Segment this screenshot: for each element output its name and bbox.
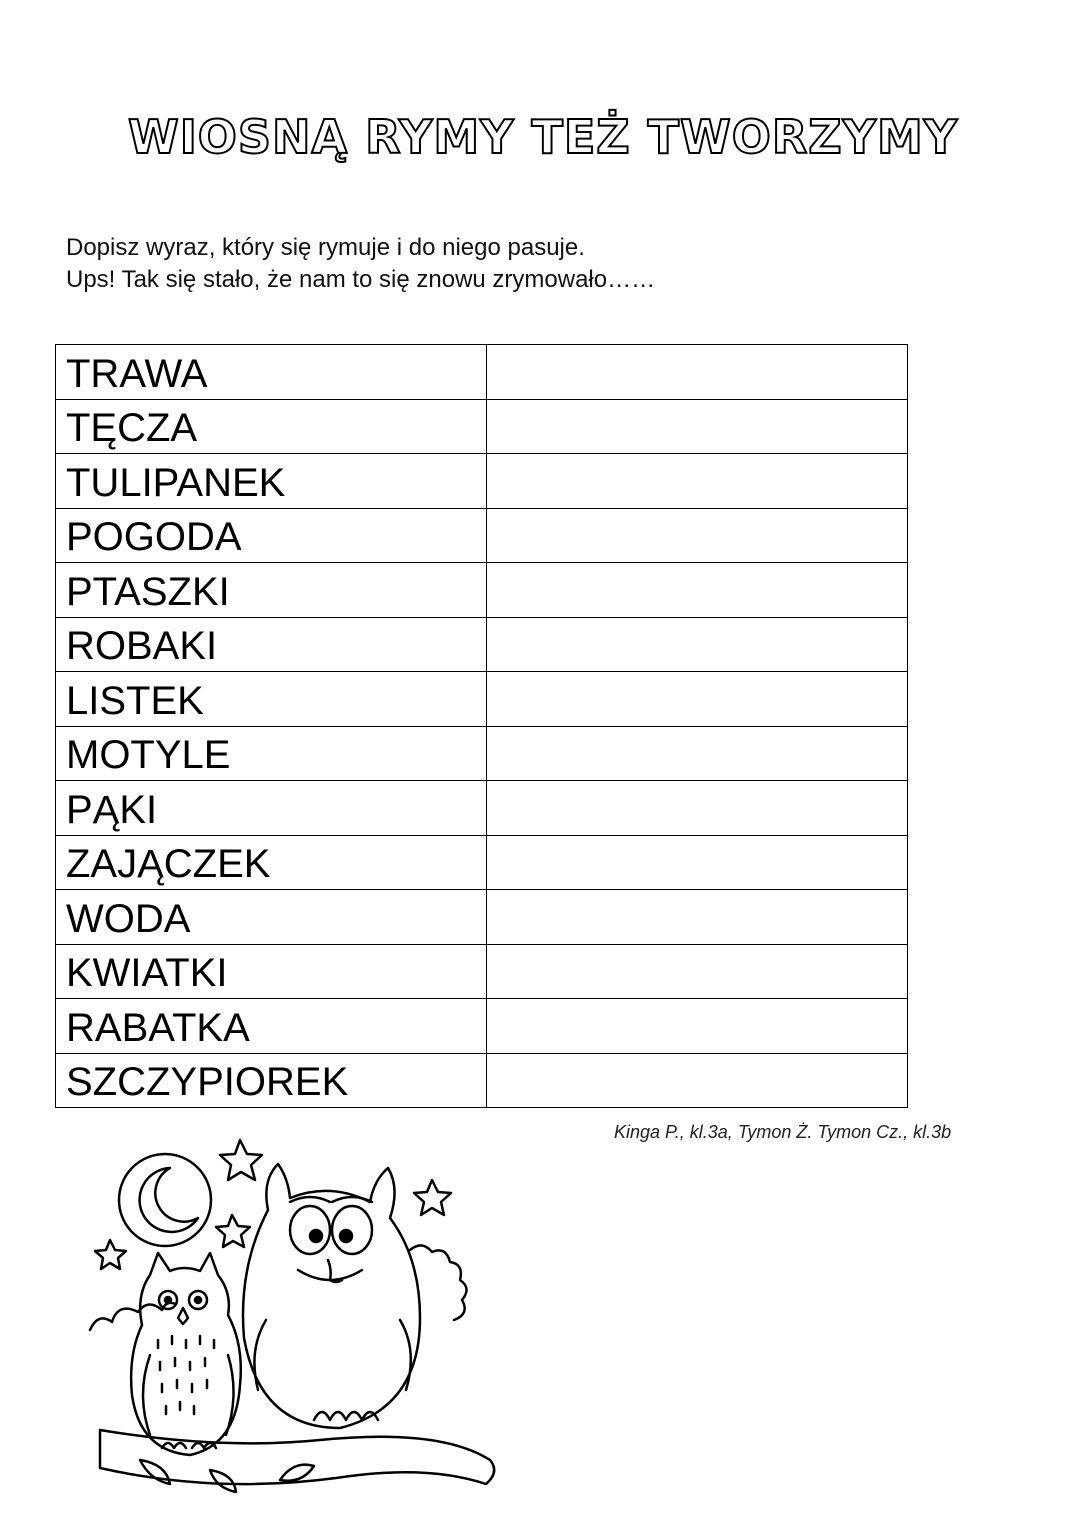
answer-cell[interactable] [487,1053,908,1108]
word-cell: POGODA [56,508,487,563]
big-owl-icon [243,1164,420,1428]
word-cell: ROBAKI [56,617,487,672]
instructions [66,232,655,296]
table-row [56,508,908,563]
table-row [56,999,908,1054]
table-row [56,726,908,781]
table-row [56,781,908,836]
word-cell: KWIATKI [56,944,487,999]
answer-cell[interactable] [487,672,908,727]
answer-cell[interactable] [487,944,908,999]
answer-cell[interactable] [487,345,908,400]
star-icon [220,1140,262,1180]
table-row [56,835,908,890]
page-title: WIOSNĄ RYMY TEŻ TWORZYMY [127,110,959,164]
crescent-moon-icon [140,1168,198,1232]
table-row [56,617,908,672]
rhyme-table [55,344,908,1108]
answer-cell[interactable] [487,563,908,618]
leaf-icon [140,1460,314,1492]
instruction-line-2: Ups! Tak się stało, że nam to się znowu zrymowało…… [66,266,656,293]
credits: Kinga P., kl.3a, Tymon Ż. Tymon Cz., kl.3b [614,1122,952,1142]
answer-cell[interactable] [487,454,908,509]
word-cell: WODA [56,890,487,945]
instruction-line-1: Dopisz wyraz, który się rymuje i do niego pasuje. [66,234,585,261]
table-row [56,399,908,454]
word-cell: TRAWA [56,345,487,400]
word-cell: TĘCZA [56,399,487,454]
table-row [56,944,908,999]
word-cell: ZAJĄCZEK [56,835,487,890]
table-row [56,563,908,618]
branch-icon [100,1430,494,1484]
word-cell: MOTYLE [56,726,487,781]
answer-cell[interactable] [487,999,908,1054]
answer-cell[interactable] [487,508,908,563]
answer-cell[interactable] [487,835,908,890]
word-cell: SZCZYPIOREK [56,1053,487,1108]
bush-right-icon [410,1245,467,1320]
table-row [56,890,908,945]
owls-on-branch-coloring-icon [80,1130,500,1510]
answer-cell[interactable] [487,890,908,945]
answer-cell[interactable] [487,399,908,454]
answer-cell[interactable] [487,726,908,781]
answer-cell[interactable] [487,617,908,672]
star-icon [216,1215,250,1247]
word-cell: LISTEK [56,672,487,727]
word-cell: PĄKI [56,781,487,836]
word-cell: TULIPANEK [56,454,487,509]
star-icon [95,1240,126,1269]
table-row [56,345,908,400]
table-row [56,672,908,727]
table-row [56,454,908,509]
star-icon [414,1180,451,1215]
table-row [56,1053,908,1108]
small-owl-icon [131,1253,241,1455]
word-cell: RABATKA [56,999,487,1054]
answer-cell[interactable] [487,781,908,836]
word-cell: PTASZKI [56,563,487,618]
